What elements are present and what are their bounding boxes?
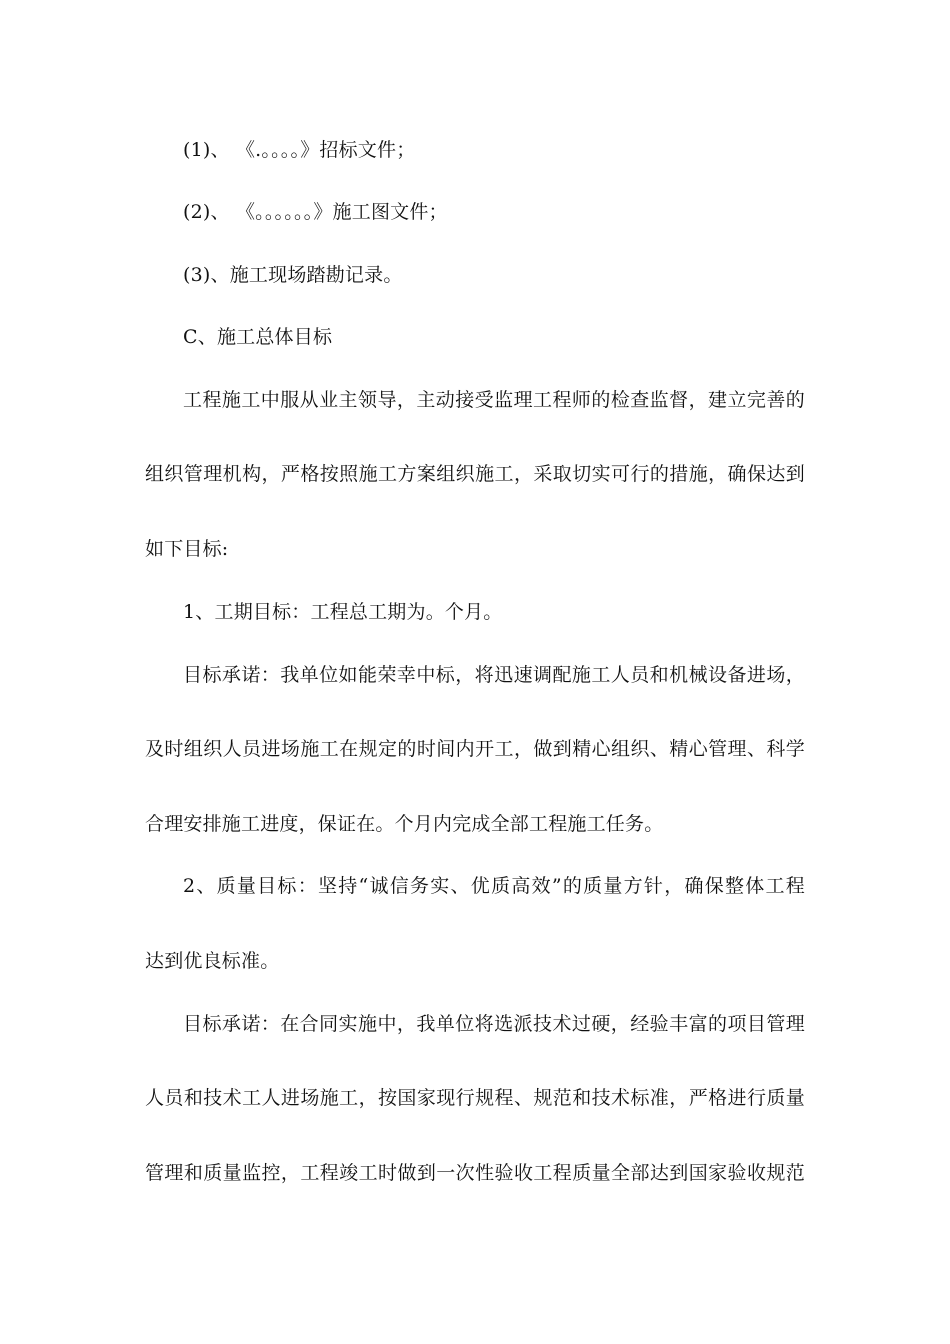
schedule-goal-heading: 1、工期目标：工程总工期为。个月。 [183,601,503,623]
quality-goal-heading: 2、质量目标：坚持“诚信务实、优质高效”的质量方针，确保整体工程 [183,875,805,897]
paragraph-line: 合理安排施工进度，保证在。个月内完成全部工程施工任务。 [145,813,664,835]
section-heading: C、施工总体目标 [183,326,333,348]
paragraph-line: 达到优良标准。 [145,950,280,972]
paragraph-line: 管理和质量监控，工程竣工时做到一次性验收工程质量全部达到国家验收规范 [145,1162,805,1184]
paragraph-line: 人员和技术工人进场施工，按国家现行规程、规范和技术标准，严格进行质量 [145,1087,805,1109]
reference-item-3: (3)、施工现场踏勘记录。 [183,264,403,286]
paragraph-line: 组织管理机构，严格按照施工方案组织施工，采取切实可行的措施，确保达到 [145,463,805,485]
paragraph-line: 目标承诺：我单位如能荣幸中标，将迅速调配施工人员和机械设备进场， [183,664,805,686]
reference-item-2: (2)、 《。。。。。。》施工图文件； [183,201,448,223]
paragraph-line: 及时组织人员进场施工在规定的时间内开工，做到精心组织、精心管理、科学 [145,738,805,760]
paragraph-line: 工程施工中服从业主领导，主动接受监理工程师的检查监督，建立完善的 [183,389,805,411]
paragraph-line: 如下目标: [145,538,229,560]
paragraph-line: 目标承诺：在合同实施中，我单位将选派技术过硬，经验丰富的项目管理 [183,1013,805,1035]
reference-item-1: (1)、 《.。。。。》招标文件； [183,139,416,161]
